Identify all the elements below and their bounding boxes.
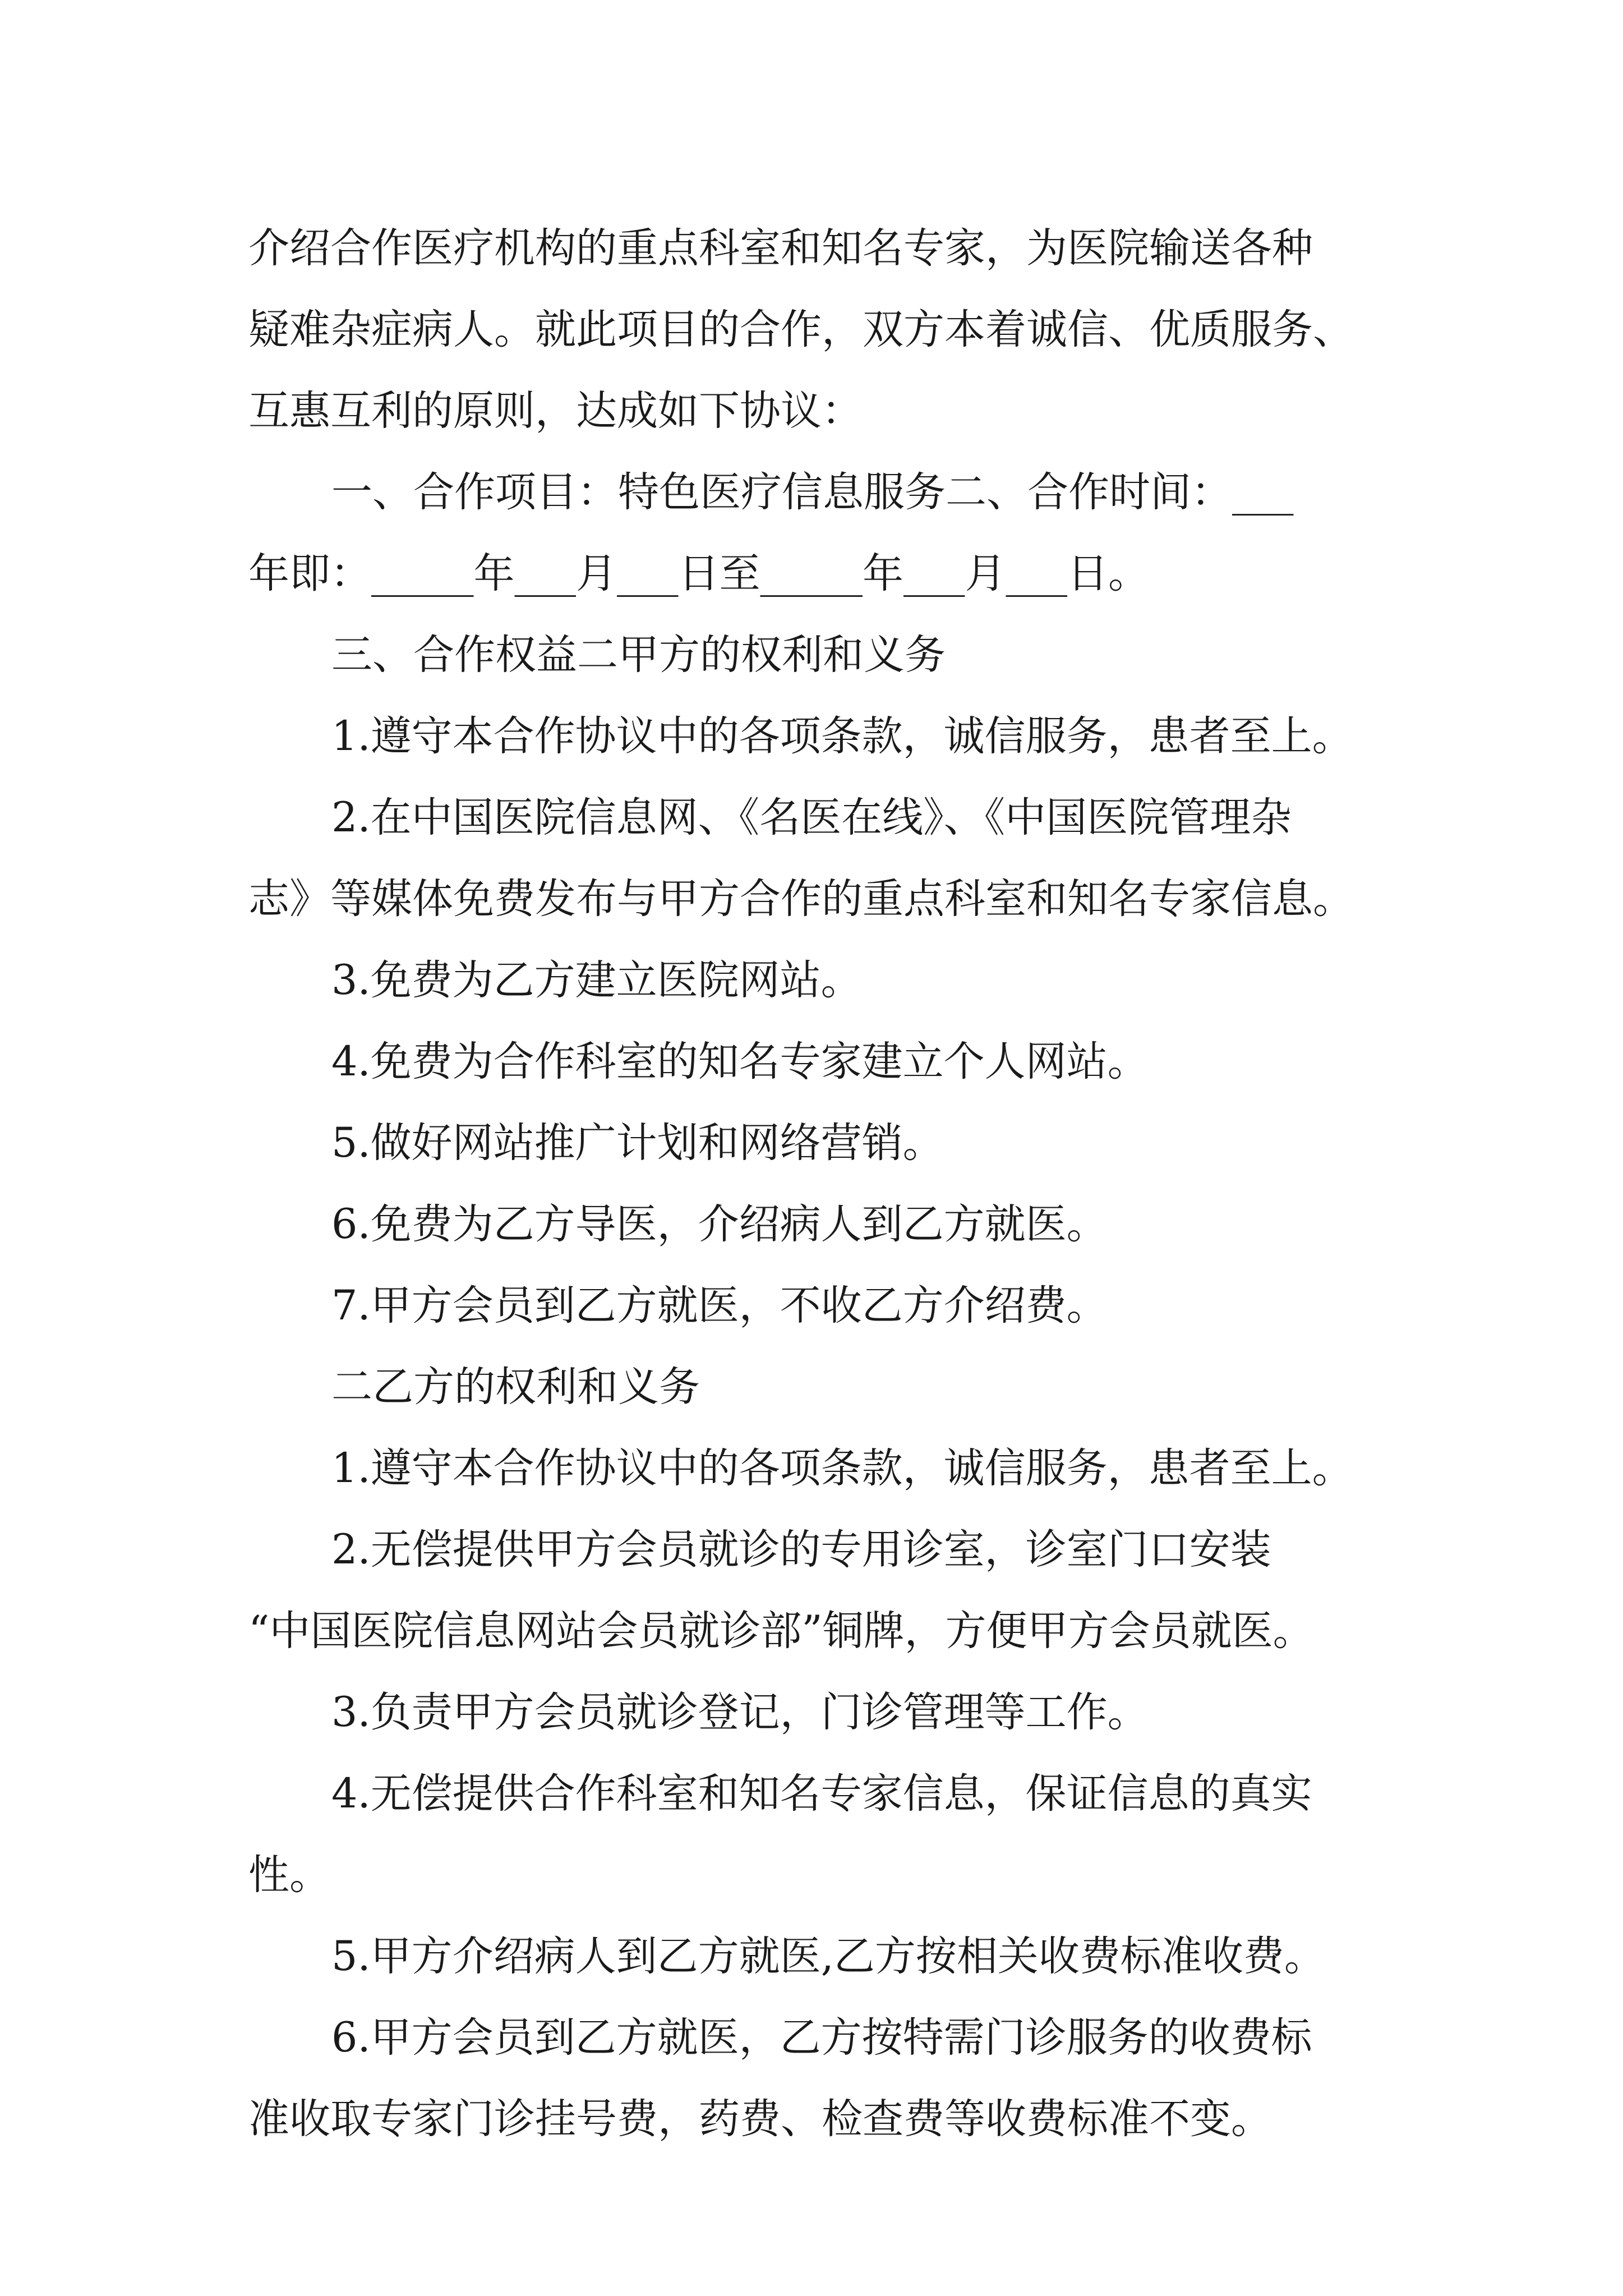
text-line: 二乙方的权利和义务: [331, 1363, 700, 1411]
text-line: 志》等媒体免费发布与甲方合作的重点科室和知名专家信息。: [248, 875, 1354, 923]
text-line: 互惠互利的原则，达成如下协议：: [248, 387, 863, 435]
text-line: “中国医院信息网站会员就诊部”铜牌，方便甲方会员就医。: [248, 1607, 1314, 1655]
text-line: 5.甲方介绍病人到乙方就医,乙方按相关收费标准收费。: [331, 1932, 1325, 1980]
text-line: 6.免费为乙方导医，介绍病人到乙方就医。: [331, 1200, 1108, 1248]
text-line: 准收取专家门诊挂号费，药费、检查费等收费标准不变。: [248, 2095, 1272, 2143]
text-line: 性。: [248, 1851, 330, 1899]
text-line: 1.遵守本合作协议中的各项条款，诚信服务，患者至上。: [331, 1444, 1353, 1492]
text-line: 6.甲方会员到乙方就医，乙方按特需门诊服务的收费标: [331, 2014, 1312, 2062]
text-line: 3.免费为乙方建立医院网站。: [331, 956, 862, 1004]
text-line: 4.免费为合作科室的知名专家建立个人网站。: [331, 1038, 1149, 1085]
text-line: 1.遵守本合作协议中的各项条款，诚信服务，患者至上。: [331, 712, 1353, 760]
text-line: 2.在中国医院信息网、《名医在线》、《中国医院管理杂: [331, 794, 1292, 841]
document-body: [248, 208, 1387, 2160]
text-line: 介绍合作医疗机构的重点科室和知名专家，为医院输送各种: [248, 224, 1313, 272]
text-line: 4.无偿提供合作科室和知名专家信息，保证信息的真实: [331, 1770, 1312, 1818]
text-line: 2.无偿提供甲方会员就诊的专用诊室，诊室门口安装: [331, 1526, 1271, 1573]
text-line: 3.负责甲方会员就诊登记，门诊管理等工作。: [331, 1688, 1149, 1736]
text-line: 年即：_____年___月___日至_____年___月___日。: [248, 550, 1149, 597]
text-line: 7.甲方会员到乙方就医，不收乙方介绍费。: [331, 1282, 1108, 1329]
text-line: 5.做好网站推广计划和网络营销。: [331, 1119, 944, 1167]
text-line: 一、合作项目：特色医疗信息服务二、合作时间：___: [331, 468, 1294, 516]
text-line: 疑难杂症病人。就此项目的合作，双方本着诚信、优质服务、: [248, 306, 1354, 353]
text-line: 三、合作权益二甲方的权利和义务: [331, 631, 946, 679]
